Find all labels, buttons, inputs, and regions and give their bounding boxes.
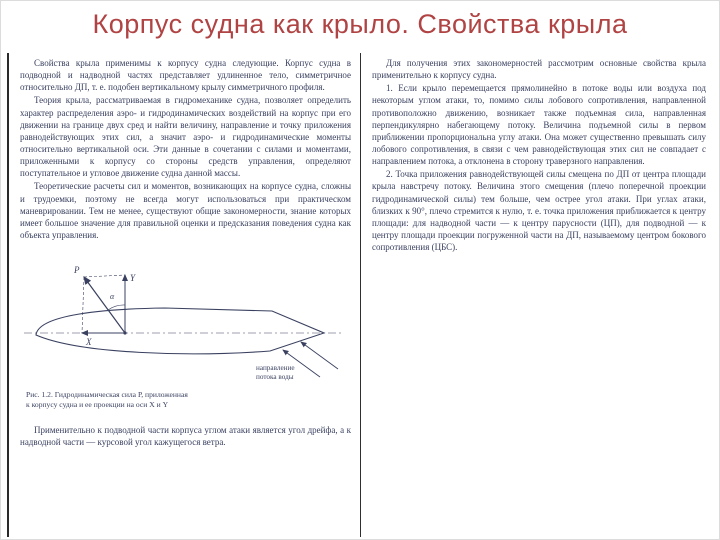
force-y-label: Y: [130, 273, 136, 284]
hull-force-diagram: [20, 249, 350, 387]
paragraph: Применительно к подводной части корпуса углом атаки является угол дрейфа, а к надводной части — курсовой угол кажущегося ветра.: [20, 424, 351, 447]
right-column: [361, 53, 715, 537]
force-r-vector: [84, 277, 125, 333]
flow-label-line2: потока воды: [256, 373, 294, 382]
paragraph: 1. Если крыло перемещается прямолинейно в потоке воды или воздуха под некоторым углом атаки, то, помимо силы лобового сопротивления, направленной противоположно движению, возникает также подъемная сила, направленная перпендикулярно набегающему потоку. Величина подъемной силы в первом приближении пропорциональна углу атаки. Она может существенно превышать силу лобового сопротивления, в связи с чем равнодействующая этих сил не совпадает с направлением потока, а отклонена в сторону траверзного направления.: [372, 83, 706, 167]
figure-caption-line1: Рис. 1.2. Гидродинамическая сила Р, приложенная: [26, 390, 188, 400]
paragraph: Для получения этих закономерностей рассмотрим основные свойства крыла применительно к корпусу судна.: [372, 58, 706, 81]
page-title: Корпус судна как крыло. Свойства крыла: [92, 9, 628, 39]
paragraph: Свойства крыла применимы к корпусу судна следующие. Корпус судна в подводной и надводной частях представляет удлиненное тело, симметричное относительно ДП, т. е. подобен вертикальному крылу симметричного профиля.: [20, 58, 351, 93]
construction-line: [82, 277, 84, 333]
figure-caption-line2: к корпусу судна и ее проекции на оси X и Y: [26, 399, 169, 409]
left-column: [7, 53, 361, 537]
angle-label: α: [110, 292, 115, 302]
scanned-page: [7, 53, 715, 537]
flow-label-line1: направление: [256, 364, 295, 373]
paragraph: Теоретические расчеты сил и моментов, возникающих на корпусе судна, сложны и трудоемки, поэтому не всегда могут использоваться при практическом маневрировании. Тем не менее, существуют общие закономерности, знание которых имеет большое значение для правильной оценки и предсказания поведения судна как объекта управления.: [20, 181, 351, 240]
paragraph: Теория крыла, рассматриваемая в гидромеханике судна, позволяет определить характер распределения аэро- и гидродинамических воздействий на корпус при его движении на границе двух сред и найти величину, направление и точку приложения равнодействующих этих сил, а значит аэро- и гидродинамические моменты относительно вертикальной оси. Эти данные в сочетании с силами и моментами, приложенными к корпусу со стороны средств управления, определяют поступательное и угловое движение судна данной массы.: [20, 95, 351, 179]
hull-outline: [36, 308, 324, 354]
force-r-label: Р: [74, 265, 80, 276]
paragraph: 2. Точка приложения равнодействующей силы смещена по ДП от центра площади крыла навстречу потоку. Величина этого смещения (плечо поперечной проекции гидродинамической силы) тем больше, чем острее угол атаки. При углах атаки, близких к 90°, плечо стремится к нулю, т. е. точка приложения приближается к центру площади: для надводной части — к центру парусности (ЦП), для подводной — к центру площади проекции погруженной части на ДП, называемому центром бокового сопротивления (ЦБС).: [372, 169, 706, 253]
hydrodynamic-force-figure: [20, 249, 351, 410]
force-x-label: X: [86, 337, 92, 348]
figure-caption: [20, 390, 351, 410]
construction-line: [84, 275, 125, 277]
flow-arrow: [301, 342, 338, 369]
